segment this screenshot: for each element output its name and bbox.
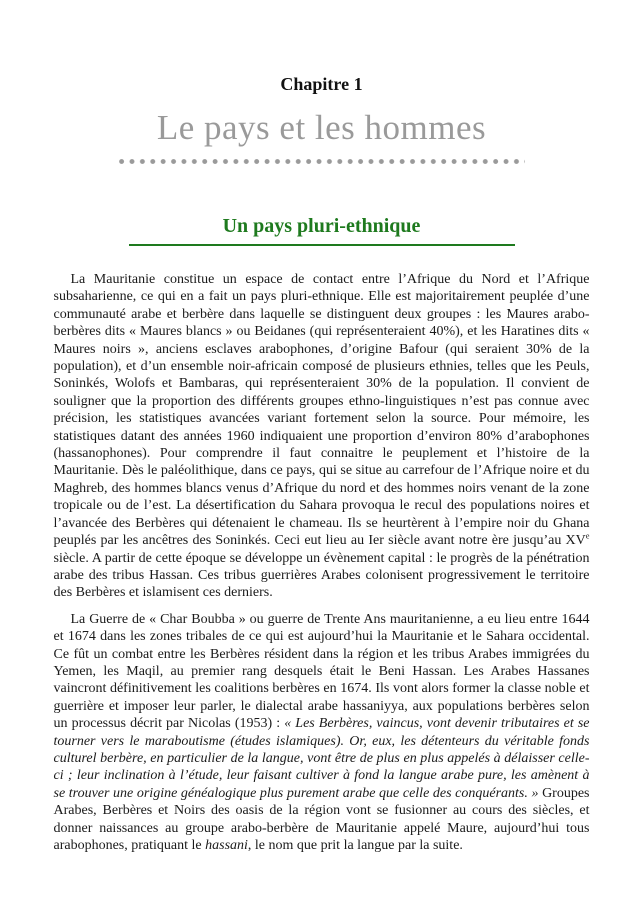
paragraph <box>54 611 590 855</box>
paragraph-segment: , le nom que prit la langue par la suite. <box>247 838 463 853</box>
dotted-divider <box>119 158 525 165</box>
section-heading-label: Un pays pluri-ethnique <box>222 215 421 237</box>
paragraph-segment: e <box>585 531 590 541</box>
paragraph-segment: La Guerre de « Char Boubba » ou guerre de Trente Ans mauritanienne, a eu lieu entre 1644 et 1674 dans les zones tribales de ce qui est aujourd’hui la Mauritanie et le Sahara occidental. Ce fût un combat entre les Berbères résident dans la région et les tribus Arabes immigrées du Yemen, les Maqil, au premier rang desquels était le Beni Hassan. Les Arabes Hassanes vaincront définitivement les coalitions berbères en 1674. Ils vont alors former la classe noble et guerrière et imposer leur parler, le dialectal arabe hassaniyya, aux populations berbères selon un processus décrit par Nicolas (1953) : <box>53 611 590 732</box>
chapter-label: Chapitre 1 <box>280 74 363 94</box>
page-title: Le pays et les hommes <box>156 108 487 147</box>
paragraph-segment: « Les Berbères, vaincus, vont devenir tributaires et se tourner vers le maraboutisme (études islamiques). Or, eux, les détenteurs du véritable fonds culturel berbère, en particulier de la langue, vont être de plus en plus appelés à délaisser celle-ci ; leur inclination à l’étude, leur faisant cultiver à fond la langue arabe pure, les amènent à se trouver une origine généalogique plus purement arabe que celle des conquérants. » <box>53 716 590 801</box>
paragraph-segment: Groupes Arabes, Berbères et Noirs des oasis de la région vont se fusionner au cours des siècles, et donner naissances au groupe arabo-berbère de Mauritanie appelé Maure, aujourd’hui tous arabophones, pratiquant le <box>53 785 590 853</box>
paragraph-segment: La Mauritanie constitue un espace de contact entre l’Afrique du Nord et l’Afrique subsaharienne, ce qui en a fait un pays pluri-ethnique. Elle est majoritairement peuplée d’une communauté arabe et berbère dans laquelle se distinguent deux groupes : les Maures arabo-berbères dits « Maures blancs » ou Beidanes (qui représenteraient 40%), et les Haratines dits « Maures noirs », anciens esclaves arabophones, d’origine Bafour (qui seraient 30% de la population), et d’un ensemble noir-africain composé de plusieurs ethnies, telles que les Peuls, Soninkés, Wolofs et Bambaras, qui représenteraient 30% de la population. Il convient de souligner que la proportion des différents groupes ethno-linguistiques n’est pas connue avec précision, les statistiques avancées variant fortement selon la source. Pour mémoire, les statistiques datant des années 1960 indiquaient une proportion d’environ 80% d’arabophones (hassanophones). Pour comprendre il faut connaitre le peuplement et l’histoire de la Mauritanie. Dès le paléolithique, dans ce pays, qui se situe au carrefour de l’Afrique noire et du Maghreb, des hommes blancs venus d’Afrique du nord et des hommes noirs venant de la zone tropicale ou de l’est. La désertification du Sahara provoqua le recul des populations noires et l’avancée des Berbères qui détenaient le chameau. Ils se heurtèrent à l’empire noir du Ghana peuplés par les ancêtres des Soninkés. Ceci eut lieu au Ier siècle avant notre ère jusqu’au XV <box>53 272 590 549</box>
paragraph <box>54 271 590 602</box>
section-heading <box>129 215 515 246</box>
paragraphs <box>54 271 590 854</box>
paragraph-segment: hassani <box>205 838 248 853</box>
paragraph-segment: siècle. A partir de cette époque se développe un évènement capital : le progrès de la pénétration arabe des tribus Hassan. Ces tribus guerrières Arabes colonisent progressivement le territoire des Berbères et islamisent ces derniers. <box>53 550 590 601</box>
